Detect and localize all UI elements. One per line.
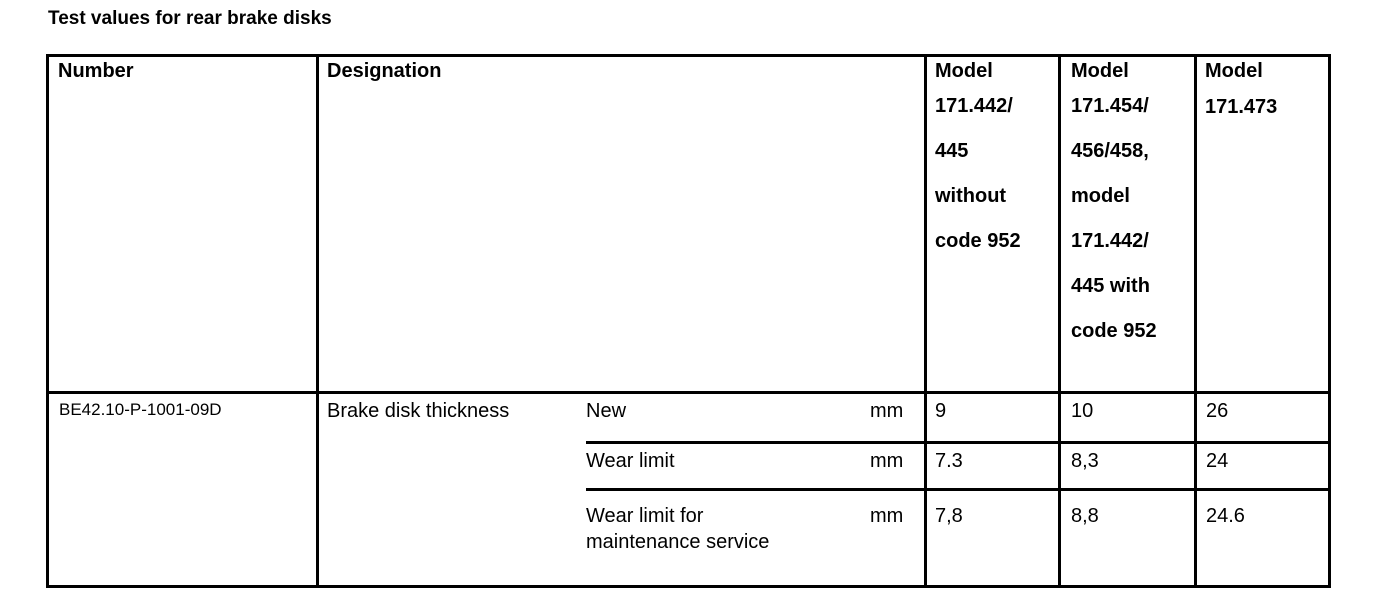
subrow-value: 7.3: [935, 450, 963, 472]
subrow-value: 24: [1206, 450, 1229, 472]
header-model-1-line: without: [935, 185, 1007, 207]
header-model-1-lines: [935, 84, 1021, 264]
header-model-2-lines: [1071, 84, 1157, 354]
row-designation: Brake disk thickness: [327, 400, 510, 422]
subrow-value: 10: [1071, 400, 1094, 422]
header-model-1-line: Model: [935, 60, 993, 82]
header-model-1-line: 171.442/: [935, 95, 1013, 117]
subrow-label-line: Wear limit for: [586, 505, 704, 527]
row-number: BE42.10-P-1001-09D: [59, 400, 222, 419]
header-model-3-line: 171.473: [1205, 96, 1278, 118]
header-divider: [49, 391, 1328, 394]
subrow-value: 24.6: [1206, 505, 1245, 527]
subrow-value: 8,8: [1071, 505, 1099, 527]
subrow-value: 8,3: [1071, 450, 1099, 472]
page-title: Test values for rear brake disks: [48, 8, 332, 29]
subrow-divider: [586, 441, 1328, 444]
header-model-2-line: 171.454/: [1071, 95, 1149, 117]
column-divider: [1194, 57, 1197, 585]
subrow-label: New: [586, 400, 627, 422]
column-divider: [316, 57, 319, 585]
header-model-2-line: Model: [1071, 60, 1129, 82]
header-designation: Designation: [327, 60, 442, 82]
subrow-value: 26: [1206, 400, 1229, 422]
header-model-3-line: Model: [1205, 60, 1263, 82]
header-model-3-lines: [1205, 90, 1277, 124]
header-model-2: [1071, 54, 1129, 88]
subrow-label: Wear limit: [586, 450, 675, 472]
header-model-2-line: 445 with: [1071, 275, 1150, 297]
subrow-label-line: maintenance service: [586, 531, 770, 553]
column-divider: [924, 57, 927, 585]
header-model-2-line: code 952: [1071, 320, 1157, 342]
header-model-2-line: 171.442/: [1071, 230, 1149, 252]
subrow-value: 7,8: [935, 505, 963, 527]
subrow-unit: mm: [870, 450, 904, 472]
subrow-unit: mm: [870, 505, 904, 527]
subrow-divider: [586, 488, 1328, 491]
column-divider: [1058, 57, 1061, 585]
subrow-value: 9: [935, 400, 947, 422]
test-values-table: [46, 54, 1331, 588]
header-model-1: [935, 54, 993, 88]
header-model-2-line: 456/458,: [1071, 140, 1149, 162]
header-model-1-line: code 952: [935, 230, 1021, 252]
header-model-1-line: 445: [935, 140, 969, 162]
subrow-unit: mm: [870, 400, 904, 422]
subrow-label: [586, 503, 769, 555]
header-number: Number: [58, 60, 134, 82]
header-model-3: [1205, 54, 1263, 88]
header-model-2-line: model: [1071, 185, 1130, 207]
